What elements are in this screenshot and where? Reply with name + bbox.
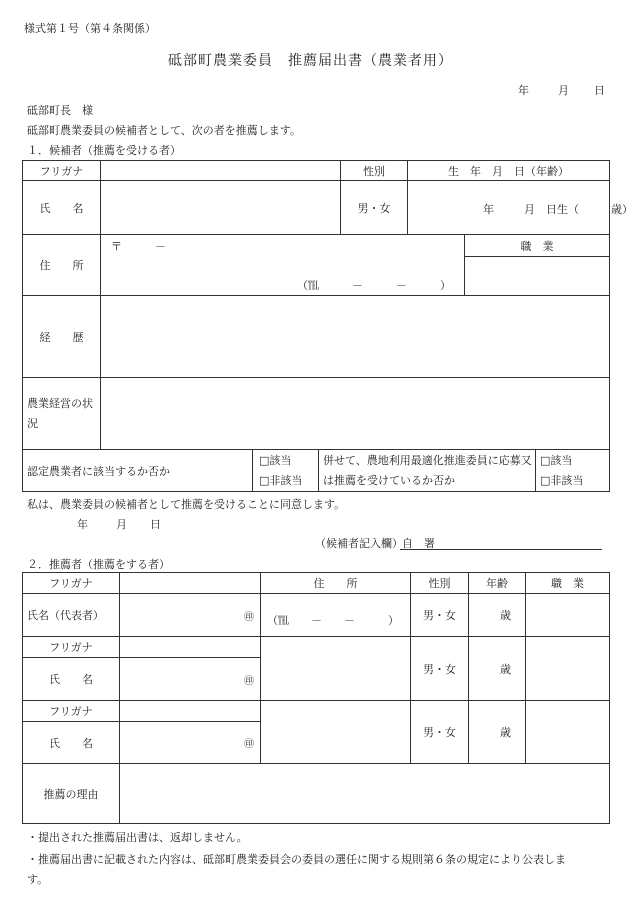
rec-gender-value-3[interactable]: 男・女 bbox=[411, 701, 469, 764]
note-2: ・推薦届出書に記載された内容は、砥部町農業委員会の委員の選任に関する規則第６条の規定により公表しま bbox=[27, 853, 566, 866]
rec-age-3[interactable]: 歳 bbox=[469, 701, 526, 764]
concurrent-not-applicable-checkbox[interactable]: □非該当 bbox=[540, 473, 584, 487]
rec-name-label-3: 氏 名 bbox=[23, 722, 120, 764]
rec-occupation-input-1[interactable] bbox=[526, 594, 610, 637]
rec-rep-name-input[interactable] bbox=[120, 594, 261, 637]
rec-gender-value-1[interactable]: 男・女 bbox=[411, 594, 469, 637]
rec-furigana-label-3: フリガナ bbox=[23, 701, 120, 722]
career-label: 経 歴 bbox=[23, 296, 101, 378]
reason-label: 推薦の理由 bbox=[23, 764, 120, 824]
address-label: 住 所 bbox=[23, 235, 101, 296]
rec-address-input-3[interactable] bbox=[261, 701, 411, 764]
rec-tel-1: （℡ － － ） bbox=[267, 614, 399, 627]
section2-heading: ２．推薦者（推薦をする者） bbox=[27, 558, 170, 571]
address-input[interactable] bbox=[101, 235, 465, 296]
consent-day: 日 bbox=[150, 518, 161, 531]
date-month: 月 bbox=[558, 84, 569, 97]
certified-applicable-checkbox[interactable]: □該当 bbox=[259, 453, 292, 467]
rec-furigana-header: フリガナ bbox=[23, 573, 120, 594]
occupation-input[interactable] bbox=[465, 257, 610, 296]
signature-line[interactable] bbox=[400, 549, 602, 550]
gender-header: 性別 bbox=[341, 161, 408, 181]
form-number: 様式第１号（第４条関係） bbox=[24, 22, 156, 35]
dob-month: 月 bbox=[524, 202, 536, 216]
rec-address-input-1[interactable] bbox=[261, 594, 411, 637]
concurrent-label-line2: は推薦を受けているか否か bbox=[323, 473, 455, 487]
rec-furigana-label-2: フリガナ bbox=[23, 637, 120, 658]
postal-code: 〒 － bbox=[111, 240, 166, 253]
date-year: 年 bbox=[518, 84, 529, 97]
dob-header: 生 年 月 日（年齢） bbox=[408, 161, 610, 181]
recommender-table bbox=[22, 572, 610, 824]
rec-name-input-2[interactable] bbox=[120, 658, 261, 701]
date-day: 日 bbox=[594, 84, 605, 97]
farm-status-label: 農業経営の状況 bbox=[23, 378, 101, 450]
rec-name-input-3[interactable] bbox=[120, 722, 261, 764]
rec-age-header: 年齢 bbox=[469, 573, 526, 594]
rec-age-2[interactable]: 歳 bbox=[469, 637, 526, 701]
seal-mark-1: ㊞ bbox=[244, 611, 254, 623]
rec-furigana-input-3[interactable] bbox=[120, 701, 261, 722]
concurrent-label-line1: 併せて、農地利用最適化推進委員に応募又 bbox=[323, 453, 532, 467]
rec-name-label-2: 氏 名 bbox=[23, 658, 120, 701]
signature-value: 自 署 bbox=[402, 537, 435, 550]
rec-address-header: 住 所 bbox=[261, 573, 411, 594]
rec-gender-value-2[interactable]: 男・女 bbox=[411, 637, 469, 701]
rec-rep-name-label: 氏名（代表者） bbox=[23, 594, 120, 637]
rec-age-1[interactable]: 歳 bbox=[469, 594, 526, 637]
rec-occupation-input-2[interactable] bbox=[526, 637, 610, 701]
dob-input[interactable] bbox=[408, 181, 633, 235]
rec-occupation-input-3[interactable] bbox=[526, 701, 610, 764]
candidate-tel: （℡ － － ） bbox=[297, 279, 451, 292]
rec-furigana-input-2[interactable] bbox=[120, 637, 261, 658]
rec-address-input-2[interactable] bbox=[261, 637, 411, 701]
signature-label: （候補者記入欄） bbox=[315, 537, 403, 550]
certified-not-applicable-checkbox[interactable]: □非該当 bbox=[259, 473, 303, 487]
dob-age: 歳） bbox=[611, 202, 633, 216]
furigana-label: フリガナ bbox=[23, 161, 101, 181]
seal-mark-3: ㊞ bbox=[244, 739, 254, 750]
addressee: 砥部町長 様 bbox=[27, 104, 93, 117]
consent-month: 月 bbox=[116, 518, 127, 531]
page-title: 砥部町農業委員 推薦届出書（農業者用） bbox=[168, 53, 453, 69]
certified-label: 認定農業者に該当するか否か bbox=[23, 450, 253, 492]
rec-furigana-input-1[interactable] bbox=[120, 573, 261, 594]
name-label: 氏 名 bbox=[23, 181, 101, 235]
consent-text: 私は、農業委員の候補者として推薦を受けることに同意します。 bbox=[27, 498, 346, 511]
rec-occupation-header: 職 業 bbox=[526, 573, 610, 594]
note-1: ・提出された推薦届出書は、返却しません。 bbox=[27, 831, 248, 844]
note-2-cont: す。 bbox=[27, 873, 49, 886]
consent-year: 年 bbox=[77, 518, 88, 531]
name-input[interactable] bbox=[101, 181, 341, 235]
dob-day: 日生（ bbox=[546, 202, 580, 216]
occupation-header: 職 業 bbox=[465, 235, 610, 257]
farm-status-input[interactable] bbox=[101, 378, 610, 450]
rec-gender-header: 性別 bbox=[411, 573, 469, 594]
candidate-table bbox=[22, 160, 633, 492]
seal-mark-2: ㊞ bbox=[244, 675, 254, 687]
career-input[interactable] bbox=[101, 296, 610, 378]
concurrent-applicable-checkbox[interactable]: □該当 bbox=[540, 453, 573, 467]
reason-input[interactable] bbox=[120, 764, 610, 824]
gender-value[interactable]: 男・女 bbox=[341, 181, 408, 235]
dob-year: 年 bbox=[483, 202, 495, 216]
intro-text: 砥部町農業委員の候補者として、次の者を推薦します。 bbox=[27, 124, 301, 137]
section1-heading: １．候補者（推薦を受ける者） bbox=[27, 144, 181, 157]
furigana-input[interactable] bbox=[101, 161, 341, 181]
